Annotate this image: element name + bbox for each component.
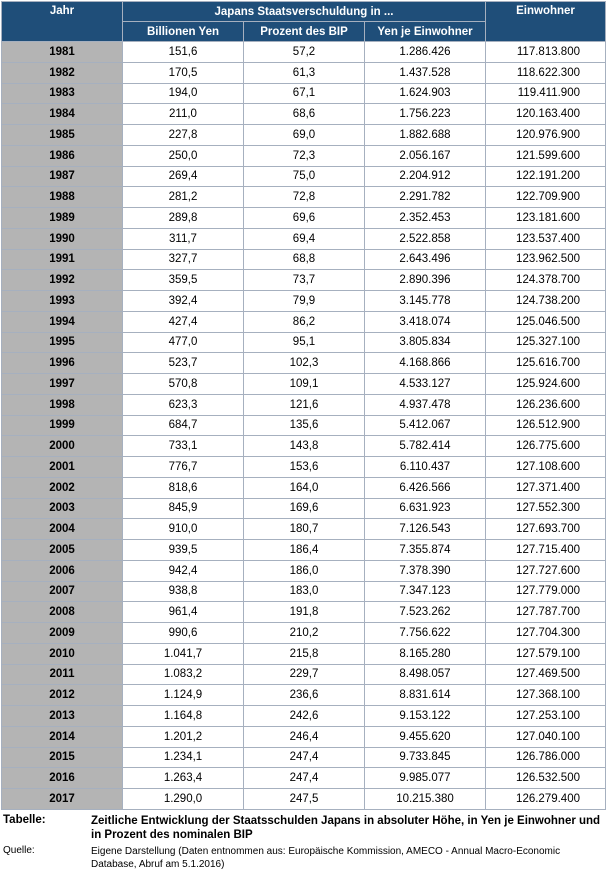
cell-yen-per-capita: 8.498.057 <box>365 664 486 685</box>
cell-yen-per-capita: 2.522.858 <box>365 228 486 249</box>
table-row <box>2 581 606 602</box>
cell-percent-gdp: 102,3 <box>244 353 365 374</box>
cell-population: 127.368.100 <box>486 685 606 706</box>
cell-percent-gdp: 246,4 <box>244 726 365 747</box>
page <box>0 1 606 871</box>
caption-text: Zeitliche Entwicklung der Staatsschulden Japans in absoluter Höhe, in Yen je Einwohner und in Prozent des nominalen BIP <box>91 814 601 841</box>
cell-billion-yen: 477,0 <box>123 332 244 353</box>
cell-yen-per-capita: 7.378.390 <box>365 560 486 581</box>
cell-billion-yen: 359,5 <box>123 270 244 291</box>
table-row <box>2 311 606 332</box>
cell-billion-yen: 427,4 <box>123 311 244 332</box>
cell-billion-yen: 1.290,0 <box>123 789 244 810</box>
cell-billion-yen: 990,6 <box>123 623 244 644</box>
cell-population: 121.599.600 <box>486 145 606 166</box>
cell-percent-gdp: 61,3 <box>244 62 365 83</box>
cell-population: 126.236.600 <box>486 394 606 415</box>
cell-population: 123.181.600 <box>486 208 606 229</box>
cell-percent-gdp: 153,6 <box>244 457 365 478</box>
cell-population: 127.579.100 <box>486 643 606 664</box>
cell-billion-yen: 942,4 <box>123 560 244 581</box>
cell-yen-per-capita: 8.165.280 <box>365 643 486 664</box>
cell-percent-gdp: 73,7 <box>244 270 365 291</box>
cell-billion-yen: 227,8 <box>123 125 244 146</box>
table-row <box>2 125 606 146</box>
cell-billion-yen: 289,8 <box>123 208 244 229</box>
cell-billion-yen: 311,7 <box>123 228 244 249</box>
cell-billion-yen: 392,4 <box>123 291 244 312</box>
cell-yen-per-capita: 5.782.414 <box>365 436 486 457</box>
cell-population: 117.813.800 <box>486 42 606 63</box>
cell-percent-gdp: 135,6 <box>244 415 365 436</box>
cell-yen-per-capita: 6.426.566 <box>365 477 486 498</box>
cell-population: 126.786.000 <box>486 747 606 768</box>
cell-percent-gdp: 67,1 <box>244 83 365 104</box>
table-row <box>2 560 606 581</box>
cell-year: 1993 <box>2 291 123 312</box>
cell-year: 1987 <box>2 166 123 187</box>
header-yen-per-capita: Yen je Einwohner <box>365 22 486 42</box>
cell-yen-per-capita: 8.831.614 <box>365 685 486 706</box>
cell-billion-yen: 1.124,9 <box>123 685 244 706</box>
cell-year: 1999 <box>2 415 123 436</box>
table-row <box>2 291 606 312</box>
cell-year: 1986 <box>2 145 123 166</box>
cell-yen-per-capita: 4.937.478 <box>365 394 486 415</box>
table-row <box>2 602 606 623</box>
cell-yen-per-capita: 3.145.778 <box>365 291 486 312</box>
cell-percent-gdp: 72,3 <box>244 145 365 166</box>
header-billion-yen: Billionen Yen <box>123 22 244 42</box>
cell-population: 127.727.600 <box>486 560 606 581</box>
cell-yen-per-capita: 7.756.622 <box>365 623 486 644</box>
caption-label: Tabelle: <box>3 813 46 826</box>
cell-population: 127.469.500 <box>486 664 606 685</box>
cell-percent-gdp: 186,0 <box>244 560 365 581</box>
table-row <box>2 664 606 685</box>
cell-population: 118.622.300 <box>486 62 606 83</box>
cell-billion-yen: 910,0 <box>123 519 244 540</box>
cell-year: 2004 <box>2 519 123 540</box>
cell-yen-per-capita: 9.455.620 <box>365 726 486 747</box>
cell-yen-per-capita: 9.153.122 <box>365 706 486 727</box>
cell-billion-yen: 327,7 <box>123 249 244 270</box>
cell-population: 120.163.400 <box>486 104 606 125</box>
cell-yen-per-capita: 6.631.923 <box>365 498 486 519</box>
cell-population: 120.976.900 <box>486 125 606 146</box>
cell-billion-yen: 170,5 <box>123 62 244 83</box>
cell-percent-gdp: 143,8 <box>244 436 365 457</box>
table-body <box>2 42 606 810</box>
cell-percent-gdp: 247,5 <box>244 789 365 810</box>
cell-year: 2003 <box>2 498 123 519</box>
cell-yen-per-capita: 4.168.866 <box>365 353 486 374</box>
cell-year: 2001 <box>2 457 123 478</box>
cell-population: 127.715.400 <box>486 540 606 561</box>
cell-population: 127.552.300 <box>486 498 606 519</box>
source-text: Eigene Darstellung (Daten entnommen aus: Europäische Kommission, AMECO - Annual Macro-Economic Database, Abruf am 5.1.2016) <box>91 845 561 870</box>
cell-billion-yen: 1.164,8 <box>123 706 244 727</box>
cell-population: 122.709.900 <box>486 187 606 208</box>
table-row <box>2 228 606 249</box>
cell-percent-gdp: 186,4 <box>244 540 365 561</box>
cell-billion-yen: 250,0 <box>123 145 244 166</box>
cell-population: 123.537.400 <box>486 228 606 249</box>
cell-yen-per-capita: 6.110.437 <box>365 457 486 478</box>
cell-population: 125.924.600 <box>486 374 606 395</box>
cell-yen-per-capita: 3.418.074 <box>365 311 486 332</box>
cell-billion-yen: 1.041,7 <box>123 643 244 664</box>
cell-billion-yen: 818,6 <box>123 477 244 498</box>
cell-percent-gdp: 215,8 <box>244 643 365 664</box>
cell-percent-gdp: 95,1 <box>244 332 365 353</box>
table-row <box>2 436 606 457</box>
table-row <box>2 540 606 561</box>
cell-population: 122.191.200 <box>486 166 606 187</box>
table-row <box>2 83 606 104</box>
cell-yen-per-capita: 2.056.167 <box>365 145 486 166</box>
cell-percent-gdp: 229,7 <box>244 664 365 685</box>
cell-year: 2005 <box>2 540 123 561</box>
cell-yen-per-capita: 1.756.223 <box>365 104 486 125</box>
table-row <box>2 62 606 83</box>
cell-yen-per-capita: 10.215.380 <box>365 789 486 810</box>
cell-billion-yen: 776,7 <box>123 457 244 478</box>
cell-year: 1990 <box>2 228 123 249</box>
table-row <box>2 498 606 519</box>
cell-population: 123.962.500 <box>486 249 606 270</box>
cell-billion-yen: 1.201,2 <box>123 726 244 747</box>
cell-billion-yen: 151,6 <box>123 42 244 63</box>
cell-year: 1985 <box>2 125 123 146</box>
cell-year: 2010 <box>2 643 123 664</box>
cell-year: 2007 <box>2 581 123 602</box>
table-row <box>2 353 606 374</box>
cell-percent-gdp: 68,6 <box>244 104 365 125</box>
table-row <box>2 768 606 789</box>
table-row <box>2 415 606 436</box>
cell-population: 127.108.600 <box>486 457 606 478</box>
table-row <box>2 477 606 498</box>
cell-year: 1995 <box>2 332 123 353</box>
table-row <box>2 270 606 291</box>
cell-billion-yen: 570,8 <box>123 374 244 395</box>
cell-yen-per-capita: 4.533.127 <box>365 374 486 395</box>
cell-year: 1994 <box>2 311 123 332</box>
cell-year: 1982 <box>2 62 123 83</box>
cell-year: 2008 <box>2 602 123 623</box>
cell-percent-gdp: 183,0 <box>244 581 365 602</box>
table-row <box>2 208 606 229</box>
cell-billion-yen: 733,1 <box>123 436 244 457</box>
cell-year: 1989 <box>2 208 123 229</box>
cell-percent-gdp: 68,8 <box>244 249 365 270</box>
cell-billion-yen: 269,4 <box>123 166 244 187</box>
cell-yen-per-capita: 5.412.067 <box>365 415 486 436</box>
cell-yen-per-capita: 2.204.912 <box>365 166 486 187</box>
cell-billion-yen: 1.083,2 <box>123 664 244 685</box>
cell-percent-gdp: 247,4 <box>244 768 365 789</box>
cell-percent-gdp: 69,0 <box>244 125 365 146</box>
cell-billion-yen: 845,9 <box>123 498 244 519</box>
table-row <box>2 519 606 540</box>
cell-yen-per-capita: 1.437.528 <box>365 62 486 83</box>
cell-yen-per-capita: 2.291.782 <box>365 187 486 208</box>
cell-population: 127.779.000 <box>486 581 606 602</box>
cell-billion-yen: 623,3 <box>123 394 244 415</box>
cell-percent-gdp: 72,8 <box>244 187 365 208</box>
cell-percent-gdp: 69,4 <box>244 228 365 249</box>
cell-population: 125.046.500 <box>486 311 606 332</box>
cell-billion-yen: 938,8 <box>123 581 244 602</box>
cell-percent-gdp: 180,7 <box>244 519 365 540</box>
cell-percent-gdp: 86,2 <box>244 311 365 332</box>
cell-population: 124.738.200 <box>486 291 606 312</box>
cell-year: 2016 <box>2 768 123 789</box>
cell-yen-per-capita: 1.882.688 <box>365 125 486 146</box>
table-row <box>2 145 606 166</box>
cell-population: 125.327.100 <box>486 332 606 353</box>
table-row <box>2 374 606 395</box>
cell-population: 124.378.700 <box>486 270 606 291</box>
cell-percent-gdp: 57,2 <box>244 42 365 63</box>
cell-yen-per-capita: 2.890.396 <box>365 270 486 291</box>
cell-percent-gdp: 121,6 <box>244 394 365 415</box>
cell-percent-gdp: 109,1 <box>244 374 365 395</box>
cell-population: 127.253.100 <box>486 706 606 727</box>
cell-year: 2017 <box>2 789 123 810</box>
debt-table <box>1 1 606 810</box>
cell-population: 119.411.900 <box>486 83 606 104</box>
cell-percent-gdp: 247,4 <box>244 747 365 768</box>
source-note <box>3 845 606 871</box>
cell-percent-gdp: 210,2 <box>244 623 365 644</box>
cell-yen-per-capita: 1.624.903 <box>365 83 486 104</box>
cell-yen-per-capita: 2.352.453 <box>365 208 486 229</box>
cell-billion-yen: 523,7 <box>123 353 244 374</box>
header-population: Einwohner <box>486 2 606 42</box>
cell-percent-gdp: 236,6 <box>244 685 365 706</box>
cell-yen-per-capita: 7.347.123 <box>365 581 486 602</box>
cell-year: 2013 <box>2 706 123 727</box>
table-row <box>2 42 606 63</box>
cell-billion-yen: 1.263,4 <box>123 768 244 789</box>
cell-percent-gdp: 242,6 <box>244 706 365 727</box>
cell-year: 2012 <box>2 685 123 706</box>
cell-billion-yen: 684,7 <box>123 415 244 436</box>
cell-year: 1996 <box>2 353 123 374</box>
table-row <box>2 104 606 125</box>
cell-year: 1988 <box>2 187 123 208</box>
cell-population: 126.279.400 <box>486 789 606 810</box>
table-row <box>2 394 606 415</box>
cell-billion-yen: 939,5 <box>123 540 244 561</box>
cell-yen-per-capita: 7.126.543 <box>365 519 486 540</box>
header-year: Jahr <box>2 2 123 42</box>
table-row <box>2 187 606 208</box>
table-row <box>2 789 606 810</box>
cell-billion-yen: 1.234,1 <box>123 747 244 768</box>
cell-year: 2002 <box>2 477 123 498</box>
table-row <box>2 249 606 270</box>
cell-year: 1984 <box>2 104 123 125</box>
table-row <box>2 457 606 478</box>
table-row <box>2 726 606 747</box>
cell-yen-per-capita: 7.523.262 <box>365 602 486 623</box>
cell-yen-per-capita: 9.733.845 <box>365 747 486 768</box>
cell-year: 1991 <box>2 249 123 270</box>
cell-yen-per-capita: 7.355.874 <box>365 540 486 561</box>
table-row <box>2 623 606 644</box>
cell-year: 2015 <box>2 747 123 768</box>
cell-year: 2014 <box>2 726 123 747</box>
cell-billion-yen: 194,0 <box>123 83 244 104</box>
cell-year: 2011 <box>2 664 123 685</box>
cell-population: 127.693.700 <box>486 519 606 540</box>
cell-percent-gdp: 169,6 <box>244 498 365 519</box>
table-row <box>2 643 606 664</box>
source-label: Quelle: <box>3 844 35 856</box>
cell-population: 125.616.700 <box>486 353 606 374</box>
cell-year: 2009 <box>2 623 123 644</box>
cell-year: 1998 <box>2 394 123 415</box>
table-row <box>2 685 606 706</box>
cell-percent-gdp: 191,8 <box>244 602 365 623</box>
cell-percent-gdp: 79,9 <box>244 291 365 312</box>
cell-billion-yen: 211,0 <box>123 104 244 125</box>
cell-yen-per-capita: 9.985.077 <box>365 768 486 789</box>
table-caption <box>3 814 606 842</box>
table-row <box>2 166 606 187</box>
cell-population: 127.371.400 <box>486 477 606 498</box>
cell-percent-gdp: 69,6 <box>244 208 365 229</box>
cell-year: 1992 <box>2 270 123 291</box>
cell-billion-yen: 961,4 <box>123 602 244 623</box>
cell-population: 126.532.500 <box>486 768 606 789</box>
table-row <box>2 332 606 353</box>
cell-year: 1983 <box>2 83 123 104</box>
cell-population: 127.787.700 <box>486 602 606 623</box>
cell-year: 2006 <box>2 560 123 581</box>
cell-population: 126.512.900 <box>486 415 606 436</box>
cell-year: 1981 <box>2 42 123 63</box>
header-percent-gdp: Prozent des BIP <box>244 22 365 42</box>
cell-population: 127.704.300 <box>486 623 606 644</box>
cell-yen-per-capita: 3.805.834 <box>365 332 486 353</box>
cell-yen-per-capita: 1.286.426 <box>365 42 486 63</box>
cell-population: 126.775.600 <box>486 436 606 457</box>
cell-year: 2000 <box>2 436 123 457</box>
cell-year: 1997 <box>2 374 123 395</box>
cell-percent-gdp: 75,0 <box>244 166 365 187</box>
cell-population: 127.040.100 <box>486 726 606 747</box>
header-group-title: Japans Staatsverschuldung in ... <box>123 2 486 22</box>
table-row <box>2 706 606 727</box>
cell-yen-per-capita: 2.643.496 <box>365 249 486 270</box>
cell-percent-gdp: 164,0 <box>244 477 365 498</box>
cell-billion-yen: 281,2 <box>123 187 244 208</box>
table-row <box>2 747 606 768</box>
table-header <box>2 2 606 42</box>
